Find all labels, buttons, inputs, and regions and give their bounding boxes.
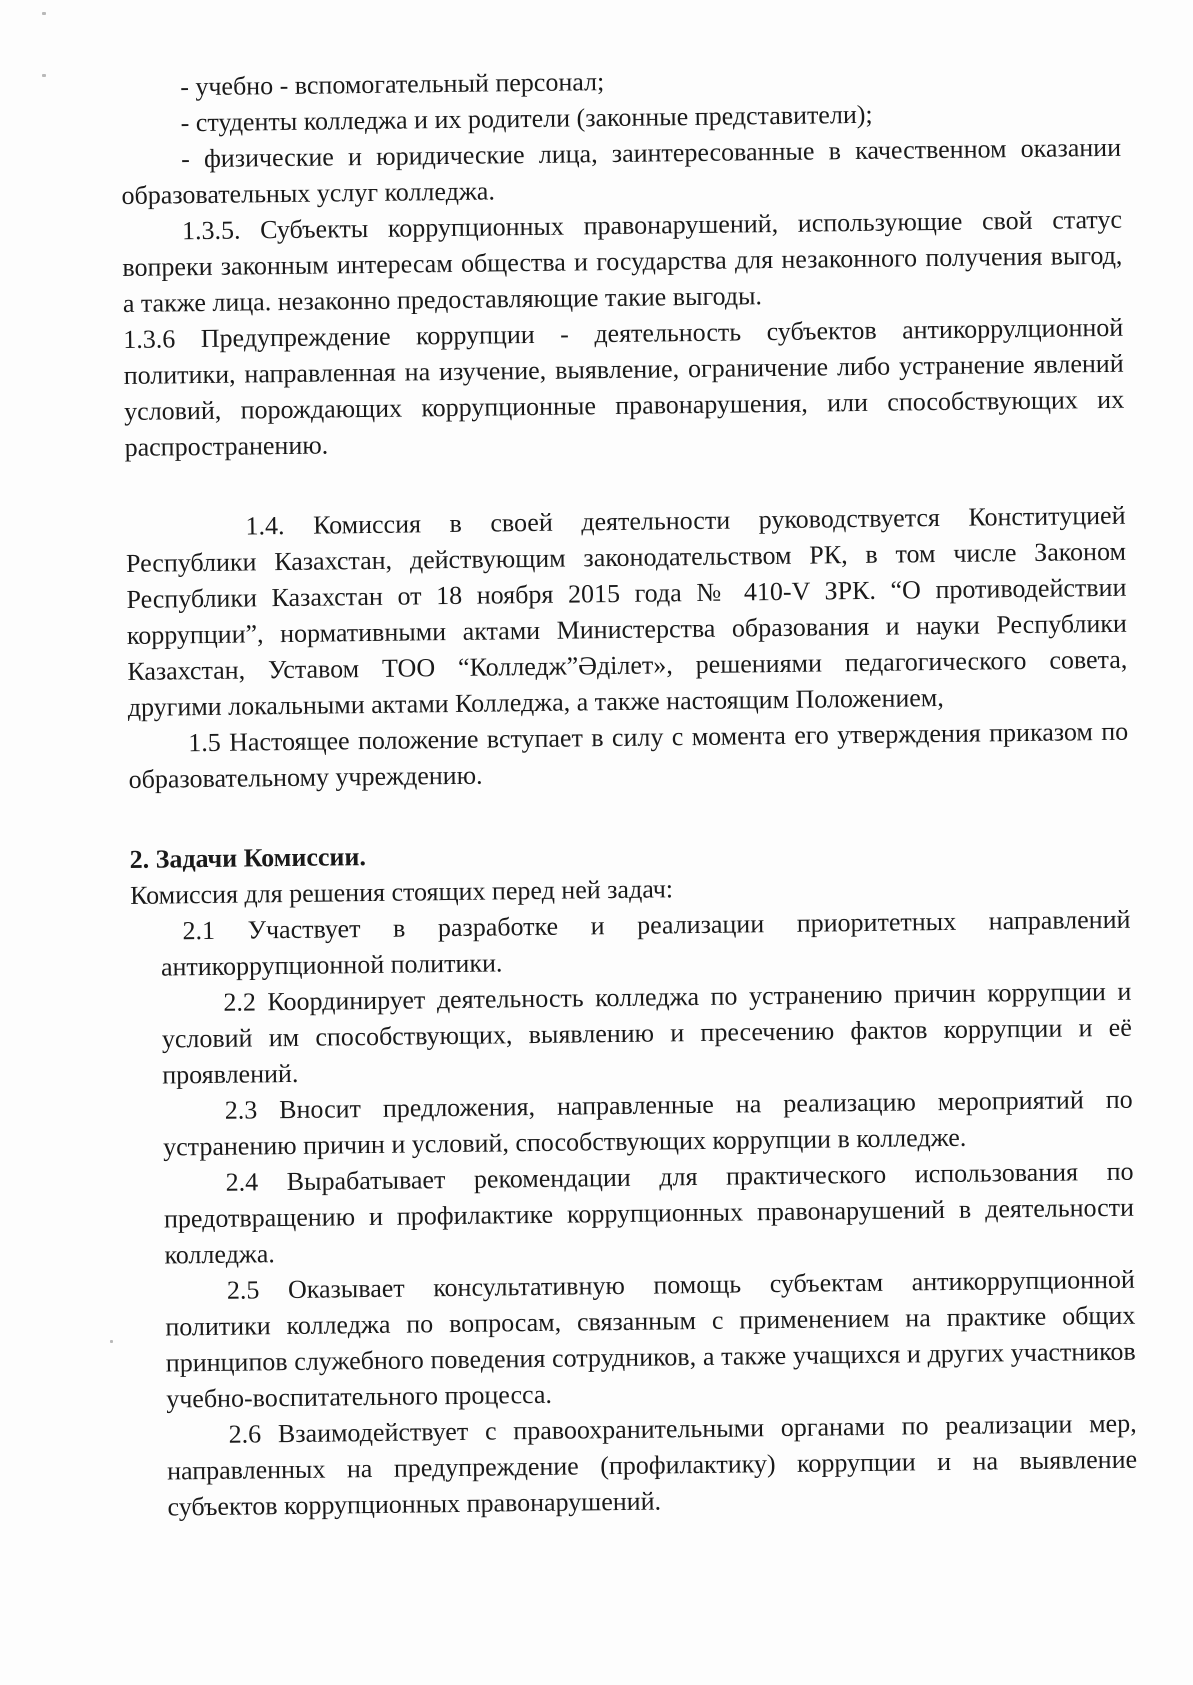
section-heading: 2. Задачи Комиссии. (129, 842, 367, 874)
scan-speck (42, 74, 46, 77)
list-item: - учебно - вспомогательный персонал; (180, 67, 605, 102)
task-list (130, 902, 1137, 1526)
paragraph-1-4: 1.4. Комиссия в своей деятельности руководствуется Конституцией Республики Казахстан, действующим законодательством РК, в том числе Законом Республики Казахстан от 18 ноября 2015 года № 410-V ЗРК. “О противодействии коррупции”, нормативными актами Министерства образования и науки Республики Казахстан, Уставом ТОО “Колледж”Әділет», решениями педагогического совета, другими локальными актами Колледжа, а также настоящим Положением, (125, 500, 1128, 722)
list-item: - студенты колледжа и их родители (законные представители); (180, 99, 873, 138)
document-body (120, 58, 1138, 1526)
scan-speck (42, 12, 46, 15)
task-item: 2.6 Взаимодействует с правоохранительными органами по реализации мер, направленных на предупреждение (профилактику) коррупции и на выявление субъектов коррупционных правонарушений. (166, 1408, 1138, 1522)
task-item: 2.1 Участвует в разработке и реализации приоритетных направлений антикоррупционной политики. (160, 904, 1131, 982)
scan-speck (110, 1340, 113, 1343)
section-intro: Комиссия для решения стоящих перед ней задач: (129, 874, 674, 910)
task-item: 2.3 Вносит предложения, направленные на реализацию мероприятий по устранению причин и условий, способствующих коррупции в колледже. (162, 1084, 1133, 1162)
task-item: 2.4 Вырабатывает рекомендации для практического использования по предотвращению и профилактике коррупционных правонарушений в деятельности колледжа. (163, 1156, 1135, 1270)
paragraph-1-5: 1.5 Настоящее положение вступает в силу с момента его утверждения приказом по образовательному учреждению. (128, 716, 1129, 794)
task-item: 2.2 Координирует деятельность колледжа по устранению причин коррупции и условий им способствующих, выявлению и пресечению фактов коррупции и её проявлений. (161, 976, 1132, 1090)
paragraph-1-3-6: 1.3.6 Предупреждение коррупции - деятельность субъектов антикоррулционной политики, направленная на изучение, выявление, ограничение либо устранение явлений условий, порождающих коррупционные правонарушения, или способствующих их распространению. (123, 312, 1125, 462)
task-item: 2.5 Оказывает консультативную помощь субъектам антикоррупционной политики колледжа по вопросам, связанным с применением на практике общих принципов служебного поведения сотрудников, а также учащихся и других участников учебно-воспитательного процесса. (165, 1264, 1136, 1414)
paragraph-1-3-5: 1.3.5. Субъекты коррупционных правонарушений, использующие свой статус вопреки законным интересам общества и государства для незаконного получения выгод, а также лица. незаконно предоставляющие такие выгоды. (122, 204, 1123, 318)
list-item: - физические и юридические лица, заинтересованные в качественном оказании образовательных услуг колледжа. (121, 132, 1122, 210)
